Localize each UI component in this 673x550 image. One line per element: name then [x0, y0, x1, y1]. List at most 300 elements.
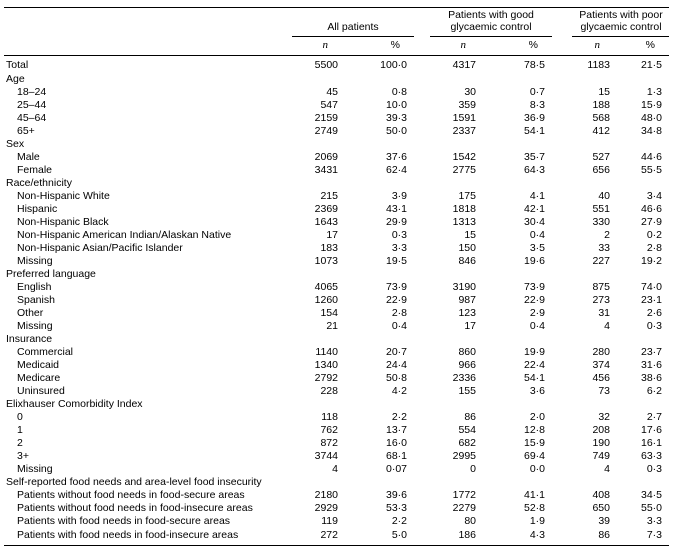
column-gap [414, 502, 430, 515]
row-label: 65+ [17, 124, 35, 137]
pct-value: 4·3 [488, 528, 552, 546]
pct-value: 21·5 [640, 58, 662, 71]
n-value: 123 [458, 306, 476, 319]
n-value: 4 [332, 462, 338, 475]
pct-value [622, 398, 669, 411]
n-value: 656 [592, 163, 610, 176]
table-row [4, 372, 669, 385]
n-value: 45 [326, 85, 338, 98]
pct-header: % [622, 37, 669, 56]
n-header: n [292, 37, 350, 56]
pct-value [488, 177, 552, 190]
n-value: 175 [458, 189, 476, 202]
table-row [4, 307, 669, 320]
n-value: 875 [592, 280, 610, 293]
column-gap [552, 37, 572, 56]
pct-value: 29·9 [385, 215, 407, 228]
column-gap [414, 99, 430, 112]
pct-value: 2·9 [529, 306, 545, 319]
n-value: 3431 [314, 163, 338, 176]
n-value: 554 [458, 423, 476, 436]
pct-value: 22·4 [523, 358, 545, 371]
pct-value: 19·9 [523, 345, 545, 358]
pct-value: 34·5 [640, 488, 662, 501]
pct-value: 17·6 [640, 423, 662, 436]
n-header: n [430, 37, 488, 56]
pct-value: 16·1 [640, 436, 662, 449]
n-value: 150 [458, 241, 476, 254]
pct-value [350, 333, 414, 346]
pct-value: 2·8 [646, 241, 662, 254]
table-row [4, 424, 669, 437]
row-label: Missing [17, 254, 53, 267]
pct-value: 6·2 [646, 384, 662, 397]
n-value [572, 268, 622, 281]
pct-value: 2·7 [646, 410, 662, 423]
group-good-control-label: Patients with good glycaemic control [448, 9, 534, 33]
column-gap [552, 177, 572, 190]
pct-value: 0·7 [529, 85, 545, 98]
n-value: 4317 [452, 58, 476, 71]
n-value: 2 [604, 228, 610, 241]
n-value [430, 268, 488, 281]
n-value: 190 [592, 436, 610, 449]
n-value: 650 [592, 501, 610, 514]
pct-value: 36·9 [523, 111, 545, 124]
column-gap [552, 112, 572, 125]
n-value: 872 [320, 436, 338, 449]
n-value: 527 [592, 150, 610, 163]
row-label: Patients without food needs in food-secure areas [17, 488, 245, 501]
label-column-subhead [4, 37, 292, 56]
table-body [4, 55, 669, 545]
table-row [4, 346, 669, 359]
n-value [572, 73, 622, 86]
column-gap [552, 190, 572, 203]
column-gap [552, 372, 572, 385]
pct-value: 55·5 [640, 163, 662, 176]
row-label: Patients without food needs in food-insecure areas [17, 501, 253, 514]
n-value: 188 [592, 98, 610, 111]
n-value [292, 138, 350, 151]
pct-header: % [350, 37, 414, 56]
n-value: 30 [464, 85, 476, 98]
pct-value: 63·3 [640, 449, 662, 462]
column-gap [552, 346, 572, 359]
table-row [4, 99, 669, 112]
section-label: Preferred language [6, 267, 96, 280]
pct-value: 42·1 [523, 202, 545, 215]
row-label: 0 [17, 410, 23, 423]
n-value: 208 [592, 423, 610, 436]
column-gap [414, 138, 430, 151]
n-value [572, 476, 622, 489]
group-header-row [4, 8, 669, 37]
column-gap [414, 164, 430, 177]
pct-value: 64·3 [523, 163, 545, 176]
n-value: 2369 [314, 202, 338, 215]
row-label: Commercial [17, 345, 74, 358]
pct-value: 22·9 [385, 293, 407, 306]
table-row [4, 450, 669, 463]
n-value: 456 [592, 371, 610, 384]
section-header-row [4, 398, 669, 411]
n-value: 1260 [314, 293, 338, 306]
column-gap [414, 398, 430, 411]
row-label: Total [6, 58, 29, 71]
column-gap [414, 73, 430, 86]
n-value: 860 [458, 345, 476, 358]
n-value: 1313 [452, 215, 476, 228]
pct-value: 74·0 [640, 280, 662, 293]
group-all-patients [292, 8, 414, 37]
column-gap [552, 138, 572, 151]
pct-value: 48·0 [640, 111, 662, 124]
column-gap [552, 8, 572, 37]
pct-value [350, 73, 414, 86]
section-label: Race/ethnicity [6, 176, 72, 189]
table-row [4, 112, 669, 125]
n-value: 40 [598, 189, 610, 202]
n-value: 3190 [452, 280, 476, 293]
pct-value: 3·6 [529, 384, 545, 397]
row-label: Female [17, 163, 53, 176]
column-gap [552, 463, 572, 476]
section-header-row [4, 73, 669, 86]
table-row [4, 255, 669, 268]
n-value: 1140 [315, 345, 338, 358]
n-value [430, 177, 488, 190]
column-gap [414, 515, 430, 528]
n-value [430, 476, 488, 489]
n-value: 31 [598, 306, 610, 319]
column-gap [552, 255, 572, 268]
n-value: 4065 [314, 280, 338, 293]
n-value: 0 [470, 462, 476, 475]
n-value: 119 [321, 514, 338, 527]
n-value: 547 [320, 98, 338, 111]
pct-value [488, 73, 552, 86]
group-poor-control [572, 8, 669, 37]
pct-value: 27·9 [640, 215, 662, 228]
column-gap [552, 55, 572, 73]
column-gap [552, 489, 572, 502]
table-row [4, 86, 669, 99]
n-value [292, 268, 350, 281]
column-gap [552, 86, 572, 99]
column-gap [552, 281, 572, 294]
row-label: Patients with food needs in food-insecure areas [4, 528, 292, 546]
pct-value: 31·6 [640, 358, 662, 371]
column-gap [414, 333, 430, 346]
n-value: 2069 [314, 150, 338, 163]
pct-value: 43·1 [385, 202, 407, 215]
section-header-row [4, 268, 669, 281]
pct-value: 34·8 [640, 124, 662, 137]
pct-value [350, 268, 414, 281]
pct-value [622, 138, 669, 151]
pct-value: 41·1 [523, 488, 545, 501]
pct-value [350, 476, 414, 489]
n-value: 215 [320, 189, 338, 202]
pct-value: 53·3 [385, 501, 407, 514]
column-gap [414, 320, 430, 333]
table-header [4, 8, 669, 56]
pct-value: 4·1 [529, 189, 545, 202]
pct-value: 7·3 [622, 528, 669, 546]
pct-value: 39·6 [385, 488, 407, 501]
table-row [4, 281, 669, 294]
pct-value: 22·9 [523, 293, 545, 306]
n-value: 183 [320, 241, 338, 254]
n-value: 154 [320, 306, 338, 319]
n-value: 32 [598, 410, 610, 423]
pct-value [488, 333, 552, 346]
column-gap [552, 294, 572, 307]
column-gap [414, 307, 430, 320]
table-row [4, 294, 669, 307]
pct-value: 1·9 [529, 514, 545, 527]
column-gap [414, 489, 430, 502]
column-gap [552, 359, 572, 372]
row-label: 1 [17, 423, 23, 436]
pct-value [622, 268, 669, 281]
table-row [4, 55, 669, 73]
n-value: 1183 [587, 58, 610, 71]
group-poor-control-label: Patients with poor glycaemic control [579, 9, 663, 33]
column-gap [552, 320, 572, 333]
pct-value: 23·7 [640, 345, 662, 358]
pct-value: 0·0 [529, 462, 545, 475]
section-label: Self-reported food needs and area-level food insecurity [6, 475, 262, 488]
n-value: 186 [430, 528, 488, 546]
pct-value: 3·4 [646, 189, 662, 202]
n-value: 1340 [314, 358, 338, 371]
n-value [430, 398, 488, 411]
column-gap [414, 125, 430, 138]
n-value: 2279 [452, 501, 476, 514]
section-header-row [4, 177, 669, 190]
pct-value [488, 476, 552, 489]
column-gap [414, 281, 430, 294]
pct-value: 2·2 [391, 410, 407, 423]
n-value: 2159 [314, 111, 338, 124]
column-gap [414, 424, 430, 437]
column-gap [414, 437, 430, 450]
column-gap [552, 151, 572, 164]
row-label: 3+ [17, 449, 29, 462]
pct-value: 3·5 [529, 241, 545, 254]
column-gap [552, 307, 572, 320]
column-gap [552, 476, 572, 489]
n-value: 2792 [314, 371, 338, 384]
column-gap [552, 164, 572, 177]
column-gap [552, 528, 572, 546]
row-label: English [17, 280, 52, 293]
section-label: Insurance [6, 332, 53, 345]
table-row [4, 151, 669, 164]
column-gap [414, 242, 430, 255]
n-value [572, 333, 622, 346]
column-gap [552, 385, 572, 398]
pct-value: 68·1 [385, 449, 407, 462]
n-value: 1542 [452, 150, 476, 163]
n-value: 1643 [314, 215, 338, 228]
table-row [4, 242, 669, 255]
column-gap [414, 411, 430, 424]
pct-value: 1·3 [646, 85, 662, 98]
pct-value: 0·4 [391, 319, 407, 332]
n-value: 86 [572, 528, 622, 546]
table-row [4, 385, 669, 398]
pct-value: 12·8 [523, 423, 545, 436]
column-gap [552, 229, 572, 242]
n-value: 749 [592, 449, 610, 462]
row-label: Male [17, 150, 40, 163]
n-value [292, 398, 350, 411]
n-value: 1073 [314, 254, 338, 267]
pct-value: 62·4 [385, 163, 407, 176]
column-gap [414, 112, 430, 125]
column-gap [414, 463, 430, 476]
pct-value [488, 138, 552, 151]
n-value [572, 398, 622, 411]
n-value: 359 [458, 98, 476, 111]
n-value: 33 [598, 241, 610, 254]
pct-value: 2·0 [529, 410, 545, 423]
column-gap [414, 255, 430, 268]
column-gap [414, 450, 430, 463]
column-gap [414, 8, 430, 37]
pct-value: 39·3 [385, 111, 407, 124]
pct-value: 54·1 [523, 371, 545, 384]
n-value: 2337 [452, 124, 476, 137]
row-label: Medicare [17, 371, 61, 384]
group-all-patients-label: All patients [327, 20, 379, 33]
pct-value: 0·3 [646, 462, 662, 475]
row-label: Non-Hispanic American Indian/Alaskan Native [17, 228, 232, 241]
column-gap [414, 190, 430, 203]
n-value [292, 73, 350, 86]
n-value [292, 333, 350, 346]
column-gap [552, 99, 572, 112]
n-value [430, 333, 488, 346]
row-label: Non-Hispanic White [17, 189, 110, 202]
section-header-row [4, 333, 669, 346]
pct-value: 0·3 [391, 228, 407, 241]
pct-value [488, 268, 552, 281]
row-label: Other [17, 306, 44, 319]
pct-value: 0·3 [646, 319, 662, 332]
n-value: 17 [326, 228, 338, 241]
row-label: Patients with food needs in food-secure areas [17, 514, 231, 527]
n-value [572, 138, 622, 151]
n-value: 682 [458, 436, 476, 449]
n-value: 412 [592, 124, 610, 137]
column-gap [552, 216, 572, 229]
pct-value: 2·6 [646, 306, 662, 319]
pct-value [622, 177, 669, 190]
pct-value: 52·8 [523, 501, 545, 514]
pct-value: 2·8 [391, 306, 407, 319]
section-label: Sex [6, 137, 25, 150]
row-label: Non-Hispanic Asian/Pacific Islander [17, 241, 183, 254]
n-value: 227 [592, 254, 610, 267]
column-gap [552, 333, 572, 346]
n-value: 118 [321, 410, 338, 423]
n-value: 4 [604, 462, 610, 475]
column-gap [552, 437, 572, 450]
n-value: 1772 [452, 488, 476, 501]
row-label: Spanish [17, 293, 55, 306]
n-value: 2336 [452, 371, 476, 384]
n-value: 5500 [314, 58, 338, 71]
n-value [572, 177, 622, 190]
row-label: Missing [17, 319, 53, 332]
table-row [4, 125, 669, 138]
n-value: 330 [592, 215, 610, 228]
pct-value [622, 476, 669, 489]
pct-value: 0·8 [391, 85, 407, 98]
n-value: 4 [604, 319, 610, 332]
pct-value: 3·3 [391, 241, 407, 254]
pct-header: % [488, 37, 552, 56]
n-value: 15 [598, 85, 610, 98]
n-value: 762 [320, 423, 338, 436]
pct-value: 24·4 [385, 358, 407, 371]
group-good-control [430, 8, 552, 37]
pct-value [488, 398, 552, 411]
n-value: 2929 [314, 501, 338, 514]
column-gap [414, 151, 430, 164]
pct-value: 78·5 [523, 58, 545, 71]
n-value: 21 [326, 319, 338, 332]
n-value: 2995 [452, 449, 476, 462]
pct-value: 35·7 [523, 150, 545, 163]
column-gap [552, 411, 572, 424]
column-gap [414, 86, 430, 99]
column-gap [552, 125, 572, 138]
column-gap [414, 346, 430, 359]
pct-value: 5·0 [350, 528, 414, 546]
n-value: 2775 [452, 163, 476, 176]
n-value [292, 476, 350, 489]
pct-value: 50·0 [385, 124, 407, 137]
pct-value: 15·9 [640, 98, 662, 111]
pct-value: 50·8 [385, 371, 407, 384]
n-value [292, 177, 350, 190]
n-value: 2749 [314, 124, 338, 137]
table-row [4, 528, 669, 546]
pct-value: 73·9 [523, 280, 545, 293]
column-gap [414, 177, 430, 190]
n-value: 39 [598, 514, 610, 527]
section-label: Elixhauser Comorbidity Index [6, 397, 143, 410]
table-row [4, 164, 669, 177]
section-header-row [4, 138, 669, 151]
column-gap [552, 268, 572, 281]
column-gap [552, 203, 572, 216]
n-value: 273 [592, 293, 610, 306]
pct-value: 0·07 [385, 462, 407, 475]
table-row [4, 359, 669, 372]
n-value: 987 [458, 293, 476, 306]
column-gap [414, 476, 430, 489]
column-gap [414, 372, 430, 385]
pct-value [350, 398, 414, 411]
column-gap [414, 294, 430, 307]
pct-value [350, 138, 414, 151]
